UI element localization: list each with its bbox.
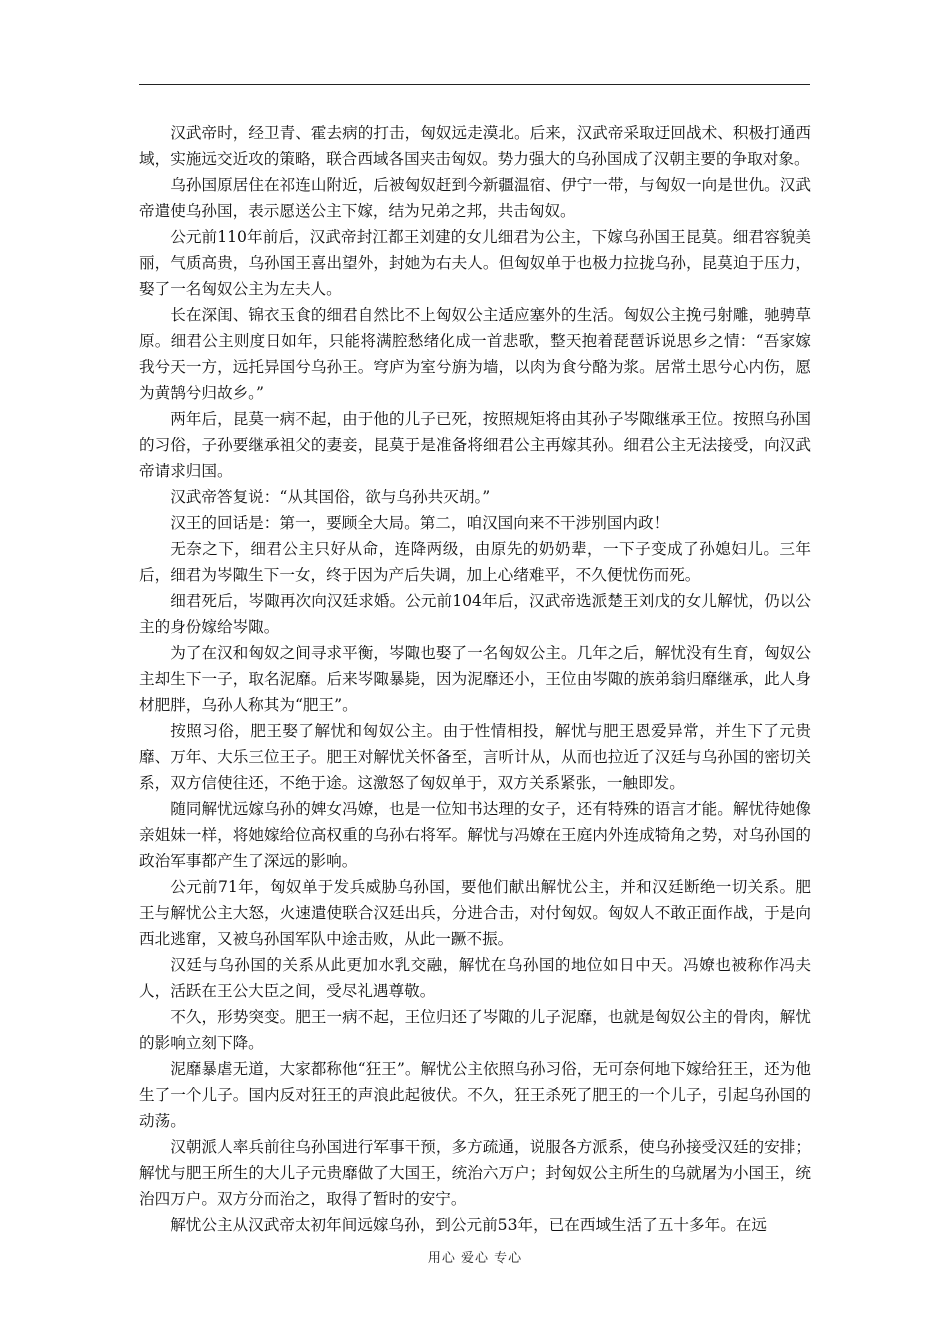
paragraph: 汉武帝答复说：“从其国俗，欲与乌孙共灭胡。” — [170, 488, 491, 506]
paragraph: 公元前110年前后，汉武帝封江都王刘建的女儿细君为公主，下嫁乌孙国王昆莫。细君容貌美丽，气质高贵，乌孙国王喜出望外，封她为右夫人。但匈奴单于也极力拉拢乌孙，昆莫迫于压力，娶了一名匈奴公主为左夫人。 — [139, 228, 811, 298]
paragraph: 为了在汉和匈奴之间寻求平衡，岑陬也娶了一名匈奴公主。几年之后，解忧没有生育，匈奴公主却生下一子，取名泥靡。后来岑陬暴毙，因为泥靡还小，王位由岑陬的族弟翁归靡继承，此人身材肥胖，乌孙人称其为“肥王”。 — [139, 644, 811, 714]
body-text — [139, 120, 811, 1238]
paragraph: 汉王的回话是：第一，要顾全大局。第二，咱汉国向来不干涉别国内政！ — [170, 514, 670, 532]
header-rule — [139, 84, 810, 85]
paragraph: 随同解忧远嫁乌孙的婢女冯嫽，也是一位知书达理的女子，还有特殊的语言才能。解忧待她像亲姐妹一样，将她嫁给位高权重的乌孙右将军。解忧与冯嫽在王庭内外连成犄角之势，对乌孙国的政治军事都产生了深远的影响。 — [139, 800, 811, 870]
paragraph: 泥靡暴虐无道，大家都称他“狂王”。解忧公主依照乌孙习俗，无可奈何地下嫁给狂王，还为他生了一个儿子。国内反对狂王的声浪此起彼伏。不久，狂王杀死了肥王的一个儿子，引起乌孙国的动荡。 — [139, 1060, 811, 1130]
paragraph: 汉朝派人率兵前往乌孙国进行军事干预，多方疏通，说服各方派系，使乌孙接受汉廷的安排；解忧与肥王所生的大儿子元贵靡做了大国王，统治六万户；封匈奴公主所生的乌就屠为小国王，统治四万户。双方分而治之，取得了暂时的安宁。 — [139, 1138, 811, 1208]
paragraph: 乌孙国原居住在祁连山附近，后被匈奴赶到今新疆温宿、伊宁一带，与匈奴一向是世仇。汉武帝遣使乌孙国，表示愿送公主下嫁，结为兄弟之邦，共击匈奴。 — [139, 176, 811, 220]
paragraph: 长在深闺、锦衣玉食的细君自然比不上匈奴公主适应塞外的生活。匈奴公主挽弓射雕，驰骋草原。细君公主则度日如年，只能将满腔愁绪化成一首悲歌，整天抱着琵琶诉说思乡之情：“吾家嫁我兮天一方，远托异国兮乌孙王。穹庐为室兮旃为墙，以肉为食兮酪为浆。居常土思兮心内伤，愿为黄鹄兮归故乡。” — [139, 306, 811, 402]
paragraph: 汉武帝时，经卫青、霍去病的打击，匈奴远走漠北。后来，汉武帝采取迂回战术、积极打通西域，实施远交近攻的策略，联合西域各国夹击匈奴。势力强大的乌孙国成了汉朝主要的争取对象。 — [139, 124, 811, 168]
paragraph: 按照习俗，肥王娶了解忧和匈奴公主。由于性情相投，解忧与肥王恩爱异常，并生下了元贵靡、万年、大乐三位王子。肥王对解忧关怀备至，言听计从，从而也拉近了汉廷与乌孙国的密切关系，双方信使往还，不绝于途。这激怒了匈奴单于，双方关系紧张，一触即发。 — [139, 722, 811, 792]
paragraph: 不久，形势突变。肥王一病不起，王位归还了岑陬的儿子泥靡，也就是匈奴公主的骨肉，解忧的影响立刻下降。 — [139, 1008, 811, 1052]
paragraph: 细君死后，岑陬再次向汉廷求婚。公元前104年后，汉武帝选派楚王刘戊的女儿解忧，仍以公主的身份嫁给岑陬。 — [139, 592, 811, 636]
paragraph: 无奈之下，细君公主只好从命，连降两级，由原先的奶奶辈，一下子变成了孙媳妇儿。三年后，细君为岑陬生下一女，终于因为产后失调，加上心绪难平，不久便忧伤而死。 — [139, 540, 811, 584]
paragraph: 汉廷与乌孙国的关系从此更加水乳交融，解忧在乌孙国的地位如日中天。冯嫽也被称作冯夫人，活跃在王公大臣之间，受尽礼遇尊敬。 — [139, 956, 811, 1000]
paragraph: 公元前71年，匈奴单于发兵威胁乌孙国，要他们献出解忧公主，并和汉廷断绝一切关系。肥王与解忧公主大怒，火速遣使联合汉廷出兵，分进合击，对付匈奴。匈奴人不敢正面作战，于是向西北逃窜，又被乌孙国军队中途击败，从此一蹶不振。 — [139, 878, 811, 948]
page-footer: 用心 爱心 专心 — [427, 1251, 523, 1266]
paragraph: 两年后，昆莫一病不起，由于他的儿子已死，按照规矩将由其孙子岑陬继承王位。按照乌孙国的习俗，子孙要继承祖父的妻妾，昆莫于是准备将细君公主再嫁其孙。细君公主无法接受，向汉武帝请求归国。 — [139, 410, 811, 480]
paragraph: 解忧公主从汉武帝太初年间远嫁乌孙，到公元前53年，已在西域生活了五十多年。在远 — [170, 1216, 767, 1234]
